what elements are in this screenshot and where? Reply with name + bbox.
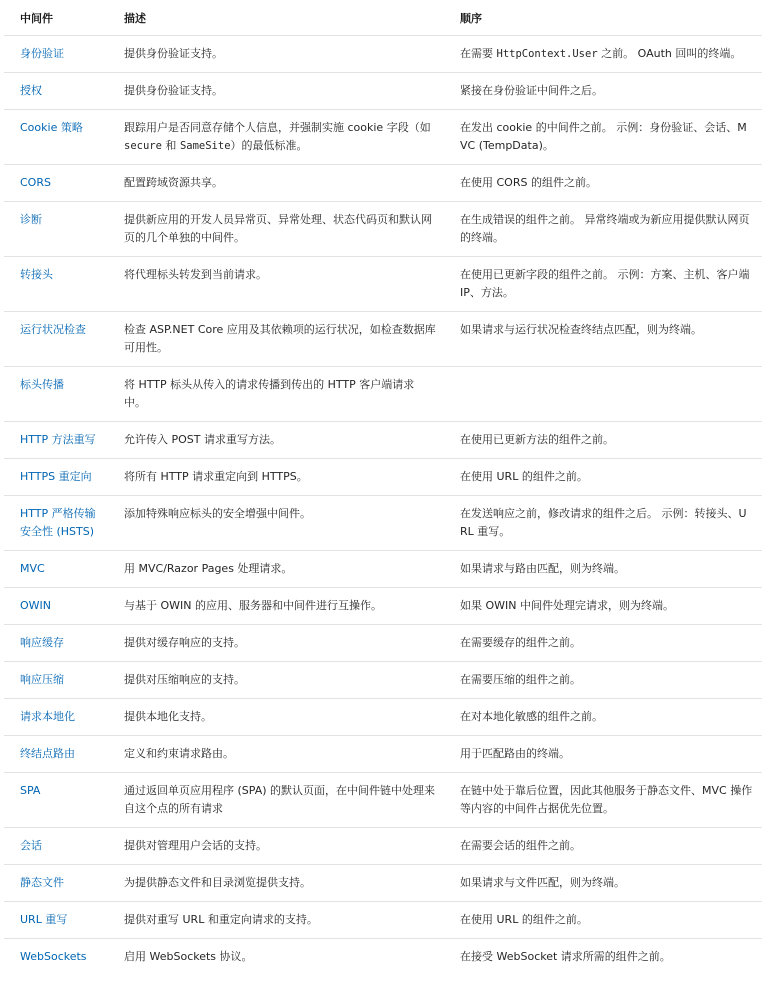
cell-text: 在需要压缩的组件之前。 [460,673,581,686]
description-cell [108,551,444,588]
order-cell [444,367,762,422]
middleware-name-link[interactable]: URL 重写 [4,902,108,939]
table-row [4,110,762,165]
order-cell [444,662,762,699]
description-cell [108,699,444,736]
cell-text: 在使用已更新字段的组件之前。 示例：方案、主机、客户端 IP、方法。 [460,268,750,299]
order-cell [444,699,762,736]
cell-text: 跟踪用户是否同意存储个人信息，并强制实施 cookie 字段（如 [124,121,431,134]
middleware-name-link[interactable]: 诊断 [4,202,108,257]
order-cell [444,773,762,828]
middleware-name-link[interactable]: HTTP 方法重写 [4,422,108,459]
table-row [4,459,762,496]
cell-text: 提供对管理用户会话的支持。 [124,839,267,852]
cell-text: 在使用 CORS 的组件之前。 [460,176,597,189]
cell-text: 在使用 URL 的组件之前。 [460,470,588,483]
cell-text: 添加特殊响应标头的安全增强中间件。 [124,507,311,520]
table-row [4,312,762,367]
table-row [4,865,762,902]
cell-text: ）的最低标准。 [230,139,308,152]
order-cell [444,625,762,662]
middleware-name-link[interactable]: WebSockets [20,950,87,963]
cell-text: 如果请求与路由匹配，则为终端。 [460,562,625,575]
description-cell [108,202,444,257]
description-cell [108,422,444,459]
description-cell [108,939,444,976]
table-row [4,939,762,976]
table-row [4,367,762,422]
middleware-name-link[interactable]: MVC [4,551,108,588]
description-cell [108,367,444,422]
order-cell [444,312,762,367]
order-cell [444,165,762,202]
cell-text: 和 [161,139,180,152]
cell-text: 提供身份验证支持。 [124,47,223,60]
order-cell [444,551,762,588]
middleware-name-link[interactable]: CORS [4,165,108,202]
cell-text: 在对本地化敏感的组件之前。 [460,710,603,723]
column-header-description: 描述 [108,0,444,36]
table-row [4,662,762,699]
middleware-name-link[interactable]: 终结点路由 [4,736,108,773]
description-cell [108,625,444,662]
description-cell [108,312,444,367]
table-row [4,828,762,865]
cell-text: 提供本地化支持。 [124,710,212,723]
cell-text: 在需要会话的组件之前。 [460,839,581,852]
cell-text: 之前。 OAuth 回叫的终端。 [597,47,742,60]
cell-text: 启用 WebSockets 协议。 [124,950,253,963]
description-cell [108,165,444,202]
order-cell [444,459,762,496]
cell-text: 提供对重写 URL 和重定向请求的支持。 [124,913,318,926]
cell-text: 用 MVC/Razor Pages 处理请求。 [124,562,293,575]
description-cell [108,773,444,828]
order-cell [444,73,762,110]
cell-text: 检查 ASP.NET Core 应用及其依赖项的运行状况，如检查数据库可用性。 [124,323,436,354]
cell-text: 为提供静态文件和目录浏览提供支持。 [124,876,311,889]
table-header [4,0,762,36]
middleware-name-link[interactable]: 响应缓存 [4,625,108,662]
cell-text: 在接受 WebSocket 请求所需的组件之前。 [460,950,671,963]
table-row [4,422,762,459]
middleware-name-link[interactable]: HTTPS 重定向 [4,459,108,496]
cell-text: 在使用 URL 的组件之前。 [460,913,588,926]
description-cell [108,736,444,773]
description-cell [108,36,444,73]
cell-text: 在链中处于靠后位置，因此其他服务于静态文件、MVC 操作等内容的中间件占据优先位置。 [460,784,753,815]
order-cell [444,939,762,976]
inline-code: HttpContext.User [496,48,598,60]
description-cell [108,110,444,165]
order-cell [444,865,762,902]
description-cell [108,865,444,902]
column-header-middleware: 中间件 [4,0,108,36]
description-cell [108,828,444,865]
cell-text: 将代理标头转发到当前请求。 [124,268,267,281]
cell-text: 在使用已更新方法的组件之前。 [460,433,614,446]
cell-text: 与基于 OWIN 的应用、服务器和中间件进行互操作。 [124,599,382,612]
table-row [4,165,762,202]
order-cell [444,202,762,257]
table-row [4,551,762,588]
description-cell [108,459,444,496]
description-cell [108,902,444,939]
middleware-name-link[interactable]: 响应压缩 [4,662,108,699]
cell-text: 在需要 [460,47,497,60]
cell-text: 在发出 cookie 的中间件之前。 示例：身份验证、会话、MVC (TempData)。 [460,121,747,152]
middleware-name-link[interactable]: SPA [4,773,108,828]
header-row [4,0,762,36]
middleware-name-link[interactable]: 标头传播 [4,367,108,422]
order-cell [444,36,762,73]
middleware-name-link[interactable]: 授权 [4,73,108,110]
column-header-order: 顺序 [444,0,762,36]
description-cell [108,662,444,699]
table-row [4,496,762,551]
cell-text: 配置跨域资源共享。 [124,176,223,189]
middleware-name-link[interactable]: 会话 [4,828,108,865]
table-row [4,73,762,110]
middleware-name-link[interactable]: 静态文件 [4,865,108,902]
order-cell [444,422,762,459]
table-body [4,36,762,976]
cell-text: 在需要缓存的组件之前。 [460,636,581,649]
cell-text: 如果请求与文件匹配，则为终端。 [460,876,625,889]
middleware-name-link[interactable]: 请求本地化 [4,699,108,736]
cell-text: 允许传入 POST 请求重写方法。 [124,433,281,446]
table-row [4,736,762,773]
table-row [4,36,762,73]
order-cell [444,902,762,939]
cell-text: 通过返回单页应用程序 (SPA) 的默认页面，在中间件链中处理来自这个点的所有请求 [124,784,436,815]
cell-text: 紧接在身份验证中间件之后。 [460,84,603,97]
middleware-table [4,0,762,975]
description-cell [108,257,444,312]
inline-code: secure [124,140,162,152]
order-cell [444,496,762,551]
table-row [4,257,762,312]
order-cell [444,110,762,165]
cell-text: 如果 OWIN 中间件处理完请求，则为终端。 [460,599,674,612]
description-cell [108,588,444,625]
cell-text: 提供新应用的开发人员异常页、异常处理、状态代码页和默认网页的几个单独的中间件。 [124,213,432,244]
middleware-name-link[interactable]: Cookie 策略 [4,110,108,165]
middleware-name-link[interactable]: 运行状况检查 [4,312,108,367]
cell-text: 在发送响应之前，修改请求的组件之后。 示例：转接头、URL 重写。 [460,507,747,538]
cell-text: 提供身份验证支持。 [124,84,223,97]
table-row [4,773,762,828]
order-cell [444,736,762,773]
cell-text: 定义和约束请求路由。 [124,747,234,760]
cell-text: 用于匹配路由的终端。 [460,747,570,760]
table-row [4,588,762,625]
cell-text: 提供对压缩响应的支持。 [124,673,245,686]
table-row [4,699,762,736]
order-cell [444,257,762,312]
inline-code: SameSite [179,140,231,152]
cell-text: 将 HTTP 标头从传入的请求传播到传出的 HTTP 客户端请求中。 [124,378,415,409]
middleware-name-link[interactable]: 转接头 [4,257,108,312]
cell-text: 如果请求与运行状况检查终结点匹配，则为终端。 [460,323,702,336]
order-cell [444,588,762,625]
middleware-name-link[interactable]: OWIN [4,588,108,625]
cell-text: 在生成错误的组件之前。 异常终端或为新应用提供默认网页的终端。 [460,213,750,244]
order-cell [444,828,762,865]
description-cell [108,73,444,110]
cell-text: 将所有 HTTP 请求重定向到 HTTPS。 [124,470,308,483]
cell-text: 提供对缓存响应的支持。 [124,636,245,649]
table-row [4,202,762,257]
description-cell [108,496,444,551]
middleware-name-link[interactable]: 身份验证 [4,36,108,73]
table-row [4,625,762,662]
table-row [4,902,762,939]
middleware-name-link[interactable]: HTTP 严格传输安全性 (HSTS) [4,496,108,551]
